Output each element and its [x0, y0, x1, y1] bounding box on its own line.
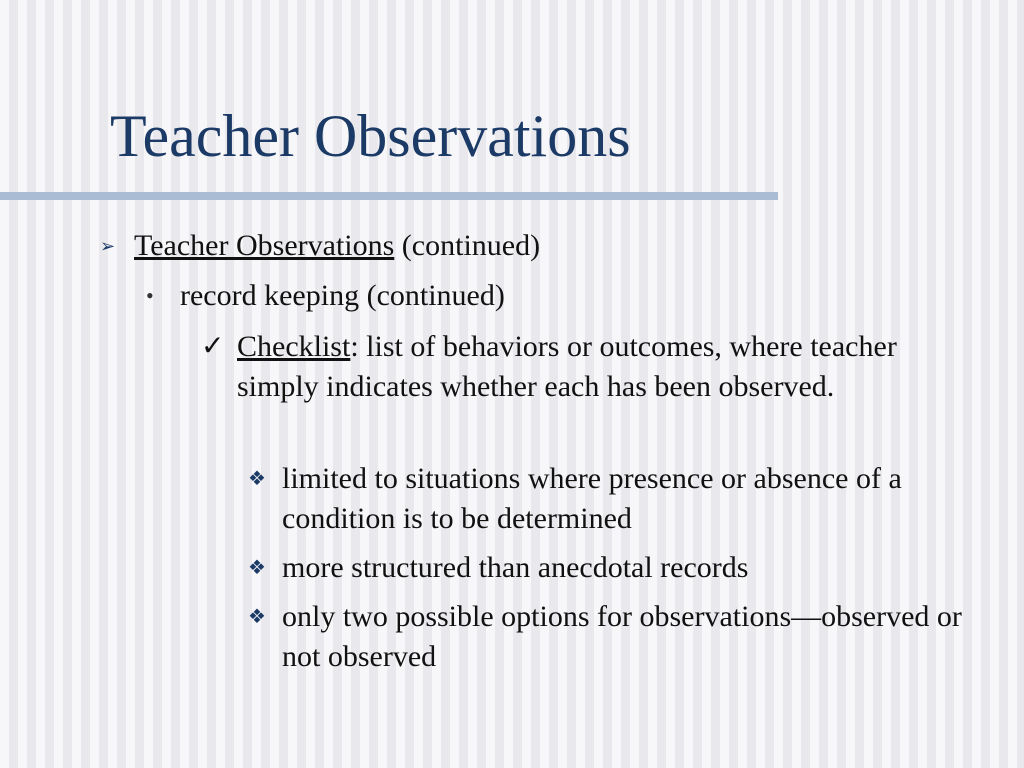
bullet-level-3-text: : list of behaviors or outcomes, where teacher simply indicates whether each has been observed.: [237, 330, 897, 403]
diamond-bullet-icon: ❖: [248, 606, 266, 628]
diamond-bullet-icon: ❖: [248, 557, 266, 579]
bullet-level-1-heading: Teacher Observations: [134, 229, 395, 262]
dot-bullet-icon: •: [146, 283, 154, 308]
bullet-level-4-text: only two possible options for observations—observed or not observed: [282, 600, 962, 673]
bullet-level-2: [146, 276, 1000, 316]
bullet-level-1-text: (continued): [394, 229, 541, 262]
diamond-bullet-icon: ❖: [248, 468, 266, 490]
bullet-level-1: [100, 226, 994, 266]
bullet-level-4-text: limited to situations where presence or absence of a condition is to be determined: [282, 462, 902, 535]
title-divider: [0, 192, 778, 200]
slide-title: Teacher Observations: [110, 103, 631, 169]
bullet-level-3: [201, 327, 977, 407]
bullet-level-4-text: more structured than anecdotal records: [282, 551, 749, 584]
arrow-bullet-icon: ➢: [100, 236, 116, 256]
bullet-level-3-heading: Checklist: [237, 330, 351, 363]
bullet-level-2-text: record keeping (continued): [180, 279, 505, 312]
bullet-level-4-item: [248, 459, 982, 539]
bullet-level-4-item: [248, 597, 982, 677]
bullet-level-4-item: [248, 548, 982, 588]
checkmark-bullet-icon: ✓: [201, 331, 225, 362]
